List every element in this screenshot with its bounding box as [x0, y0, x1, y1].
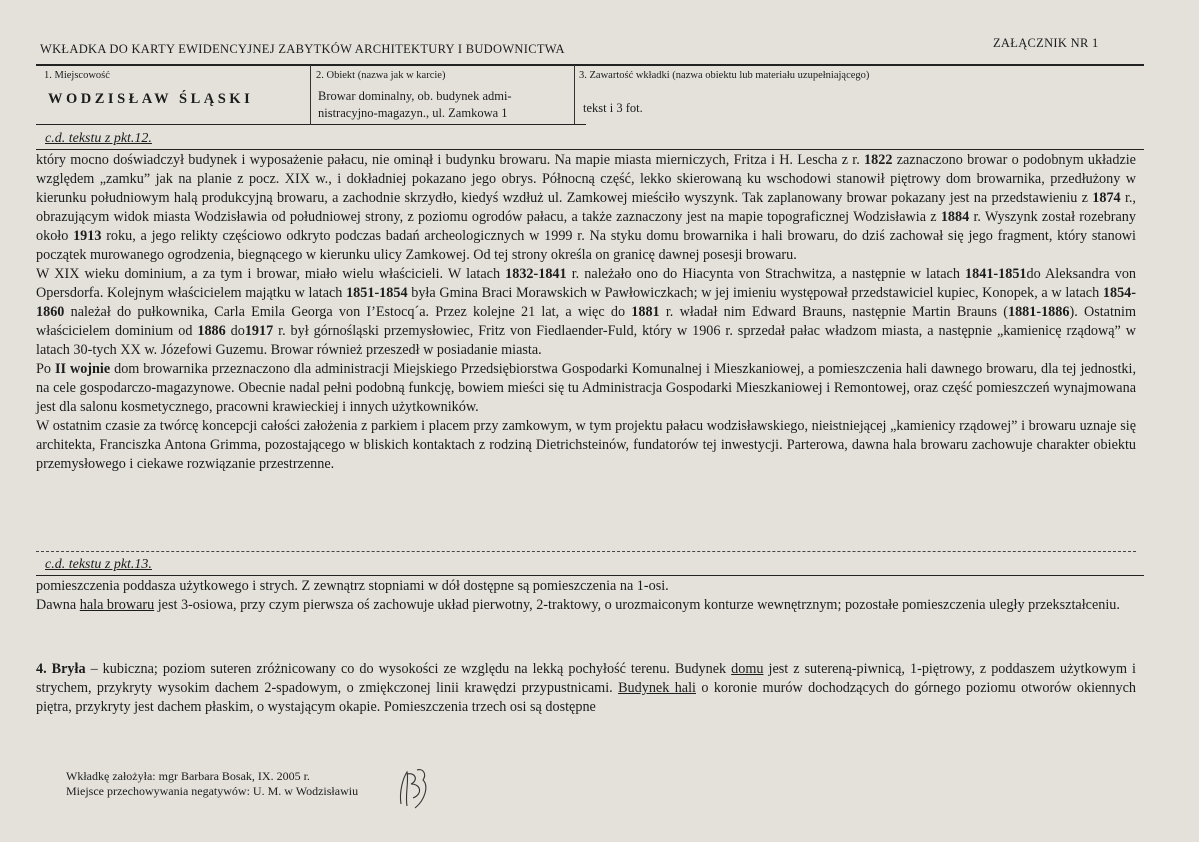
field-2-value [318, 88, 573, 122]
underlined-domu: domu [731, 661, 764, 677]
text-run: r. był górnośląski przemysłowiec, Fritz von Fiedlaender-Fuld, który w 1906 r. sprzedał pałac władzom miasta, a następnie „kamienicę rządową” w latach 30-tych XX w. Józefowi Guzemu. Browar również przeszedł w posiadanie miasta. [36, 323, 1137, 358]
fields-bottom-rule [36, 124, 574, 125]
text-run: ). Ostatnim właścicielem dominium od [36, 304, 1136, 339]
field-2-value-line1: Browar dominalny, ob. budynek admi- [318, 89, 512, 103]
range-1841-1851: 1841-1851 [965, 266, 1027, 282]
field3-corner [574, 124, 586, 125]
field-3-label: 3. Zawartość wkładki (nazwa obiektu lub materiału uzupełniającego) [579, 70, 870, 81]
handwritten-signature [393, 764, 433, 814]
section-1-body [36, 151, 1136, 474]
year-1881: 1881 [631, 304, 660, 320]
section-1-paragraph-4: W ostatnim czasie za twórcę koncepcji całości założenia z parkiem i placem przy zamkowym, w tym projektu pałacu wodzisławskiego, nieistniejącej „kamienicy rządowej” i browaru uznaje się architekta, Franciszka Antona Grimma, pozostającego w bliskich kontaktach z rodziną Dietrichsteinów, fundatorów tej inwestycji. Parterowa, dawna hala browaru zachowuje charakter obiektu przemysłowego i ciekawe rozwiązanie przestrzenne. [36, 418, 1136, 472]
range-1832-1841: 1832-1841 [505, 266, 567, 282]
section-1-paragraph-1 [36, 151, 1136, 265]
text-run: który mocno doświadczył budynek i wyposażenie pałacu, nie ominął i budynku browaru. Na mapie miasta mierniczych, Fritza i H. Lescha z r. [36, 152, 865, 168]
text-run: o koronie murów dochodzących do górnego poziomu otworów okiennych piętra, przykryty jest dachem płaskim, o wystającym okapie. Pomieszczenia trzech osi są dostępne [36, 680, 1136, 715]
year-1822: 1822 [864, 152, 893, 168]
range-1851-1854: 1851-1854 [346, 285, 408, 301]
text-run: jest 3-osiowa, przy czym pierwsza oś zachowuje układ pierwotny, 2-traktowy, o urozmaiconym konturze wewnętrznym; pozostałe pomieszczenia uległy przekształceniu. [154, 597, 1120, 613]
text-run: do Aleksandra von Opersdorfa. Kolejnym właścicielem majątku w latach [36, 266, 1137, 301]
year-1884: 1884 [940, 209, 970, 225]
field-2-value-line2: nistracyjno-magazyn., ul. Zamkowa 1 [318, 106, 508, 120]
section-2-paragraph-3 [36, 660, 1136, 717]
section-1-paragraph-3 [36, 360, 1136, 417]
text-run: roku, a jego relikty częściowo odkryto podczas badań archeologicznych w 1999 r. Na styku domu browarnika i hali browaru, do dziś zachował się jego fragment, który stanowi początek murowanego ogrodzenia, biegnącego w kierunku ulicy Zamkowej. Od tej strony określa on granicę dawnej posesji browaru. [36, 228, 1136, 263]
top-rule [36, 64, 1144, 66]
section-2-bryla [36, 660, 1136, 717]
section-2-rule [36, 575, 1144, 576]
world-war-two: II wojnie [54, 361, 111, 377]
field-3-value: tekst i 3 fot. [583, 101, 643, 115]
field-divider-2 [574, 65, 575, 125]
range-1854-1860: 1854-1860 [36, 285, 1136, 320]
field-2-label: 2. Obiekt (nazwa jak w karcie) [316, 70, 446, 81]
year-1917: 1917 [244, 323, 274, 339]
text-run: należał do pułkownika, Carla Emila Georga von I’Estocq´a. Przez kolejne 21 lat, a więc do [64, 304, 632, 320]
text-run: r. władał nim Edward Brauns, następnie Martin Brauns ( [659, 304, 1008, 320]
footer [66, 769, 358, 799]
underlined-hala-browaru: hala browaru [79, 597, 155, 613]
text-run: jest z sutereną-piwnicą, 1-piętrowy, z poddaszem użytkowym i strychem, przykryty wysokim dachem 2-spadowym, o zmiękczonej linii krawędzi przypustnicami. [36, 661, 1136, 696]
footer-author: Wkładkę założyła: mgr Barbara Bosak, IX. 2005 r. [66, 769, 310, 783]
section-1-reference: c.d. tekstu z pkt.12. [45, 131, 152, 146]
text-run: zaznaczono browar o podobnym układzie względem „zamku” jak na planie z pocz. XIX w., i dokładniej pokazano jego obrys. Północną część, lekko skierowaną ku wschodowi stanowił piętrowy dom browarnika, przedłużony w kierunku południowym halą produkcyjną browaru, a zachodnie skrzydło, kiedyś wzdłuż ul. Zamkowej mieściło wyszynk. Tak zaplanowany browar pokazany jest na przedstawieniu z [36, 152, 1136, 206]
text-run: – kubiczna; poziom suteren zróżnicowany co do wysokości ze względu na lekką pochyłość terenu. Budynek [85, 661, 732, 677]
section-2-paragraph-2 [36, 596, 1136, 615]
year-1886: 1886 [197, 323, 226, 339]
section-2-reference: c.d. tekstu z pkt.13. [45, 557, 152, 572]
footer-negatives-location: Miejsce przechowywania negatywów: U. M. w Wodzisławiu [66, 784, 359, 798]
text-run: była Gmina Braci Morawskich w Pawłowiczkach; w jej imieniu występował przedstawiciel kupiec, Konopek, a w latach [407, 285, 1103, 301]
text-run: Dawna [36, 597, 80, 613]
text-run: do [225, 323, 245, 339]
section-2-body [36, 577, 1136, 615]
field-1-label: 1. Miejscowość [44, 70, 110, 81]
text-run: dom browarnika przeznaczono dla administracji Miejskiego Przedsiębiorstwa Gospodarki Komunalnej i Mieszkaniowej, a pomieszczenia hali dawnego browaru, dla tej jednostki, na cele gospodarczo-magazynowe. Obecnie nadal pełni podobną funkcję, bowiem mieści się tu Administracja Gospodarki Mieszkaniowej i Remontowej, oraz część pomieszczeń wynajmowana jest dla salonu kosmetycznego, pracowni krawieckiej i innych użytkowników. [36, 361, 1137, 415]
year-1913: 1913 [73, 228, 102, 244]
annex-label: ZAŁĄCZNIK NR 1 [993, 36, 1099, 50]
text-run: r. należało ono do Hiacynta von Strachwitza, a następnie w latach [566, 266, 966, 282]
underlined-budynek-hali: Budynek hali [618, 680, 696, 696]
text-run: W XIX wieku dominium, a za tym i browar, miało wielu właścicieli. W latach [36, 266, 506, 282]
field-divider-1 [310, 65, 311, 125]
section-separator-dashed [36, 551, 1136, 552]
year-1874: 1874 [1092, 190, 1121, 206]
section-2-paragraph-1: pomieszczenia poddasza użytkowego i strych. Z zewnątrz stopniami w dół dostępne są pomieszczenia na 1-osi. [36, 578, 669, 594]
form-title: WKŁADKA DO KARTY EWIDENCYJNEJ ZABYTKÓW ARCHITEKTURY I BUDOWNICTWA [40, 42, 565, 56]
text-run: r., obrazującym widok miasta Wodzisławia od południowej strony, z poziomu ogrodów pałacu, a także zaznaczony jest na mapie topograficznej Wodzisławia z [36, 190, 1136, 225]
text-run: r. Wyszynk został rozebrany około [36, 209, 1136, 244]
section-1-paragraph-2 [36, 265, 1136, 360]
text-run: Po [36, 361, 55, 377]
bryla-heading: 4. Bryła [36, 661, 86, 677]
range-1881-1886: 1881-1886 [1007, 304, 1070, 320]
section-1-rule [36, 149, 1144, 150]
field-1-value: WODZISŁAW ŚLĄSKI [48, 91, 254, 107]
